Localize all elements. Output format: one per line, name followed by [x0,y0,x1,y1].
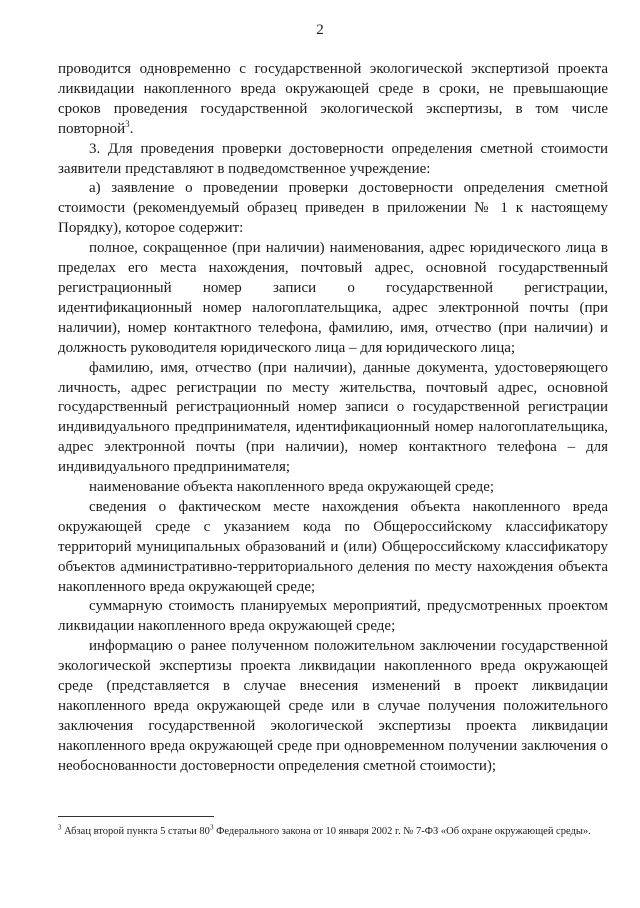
page-number: 2 [316,22,324,38]
paragraph-9: информацию о ранее полученном положительном заключении государственной экологической экспертизы проекта ликвидации накопленного вреда окружающей среде (представляется в случае внесения изменений в проект ликвидации накопленного вреда окружающей среде или в случае получения положительного заключения государственной экологической экспертизы проекта ликвидации накопленного вреда окружающей среде при одновременном получении заключения о необоснованности достоверности определения сметной стоимости); [58,638,608,774]
paragraph-1: проводится одновременно с государственной экологической экспертизой проекта ликвидации накопленного вреда окружающей среде в сроки, не превышающие сроков проведения государственной экологической экспертизы, в том числе повторной$^3$. [58,61,608,137]
paragraph-7: сведения о фактическом месте нахождения объекта накопленного вреда окружающей среде с указанием кода по Общероссийскому классификатору территорий муниципальных образований и (или) Общероссийскому классификатору объектов административно-территориального деления по месту нахождения объекта накопленного вреда окружающей среде; [58,498,608,595]
document-body [58,60,608,777]
paragraph-6: наименование объекта накопленного вреда окружающей среде; [89,479,495,496]
paragraph-3: а) заявление о проведении проверки достоверности определения сметной стоимости (рекомендуемый образец приведен в приложении № 1 к настоящему Порядку), которое содержит: [58,180,608,237]
paragraph-5: фамилию, имя, отчество (при наличии), данные документа, удостоверяющего личность, адрес регистрации по месту жительства, почтовый адрес, основной государственный регистрационный номер записи о государственной регистрации индивидуального предпринимателя, идентификационный номер налогоплательщика, адрес электронной почты (при наличии), номер контактного телефона – для индивидуального предпринимателя; [58,359,608,476]
footnote-divider [58,816,214,817]
paragraph-8: суммарную стоимость планируемых мероприятий, предусмотренных проектом ликвидации накопленного вреда окружающей среде; [58,598,608,635]
footnote: $^3$ Абзац второй пункта 5 статьи $80^3$ Федерального закона от 10 января 2002 г. № 7-ФЗ «Об охране окружающей среды». [58,823,591,837]
footnote-mark: 3 [58,823,62,832]
footnote-reference: 3 [125,118,130,129]
paragraph-4: полное, сокращенное (при наличии) наименования, адрес юридического лица в пределах его места нахождения, почтовый адрес, основной государственный регистрационный номер записи о государственной регистрации, идентификационный номер налогоплательщика, адрес электронной почты (при наличии), номер контактного телефона, фамилию, имя, отчество (при наличии) и должность руководителя юридического лица – для юридического лица; [58,240,608,356]
footnote-article-sup: 3 [209,823,214,832]
paragraph-2: 3. Для проведения проверки достоверности определения сметной стоимости заявители представляют в подведомственное учреждение: [58,140,608,177]
